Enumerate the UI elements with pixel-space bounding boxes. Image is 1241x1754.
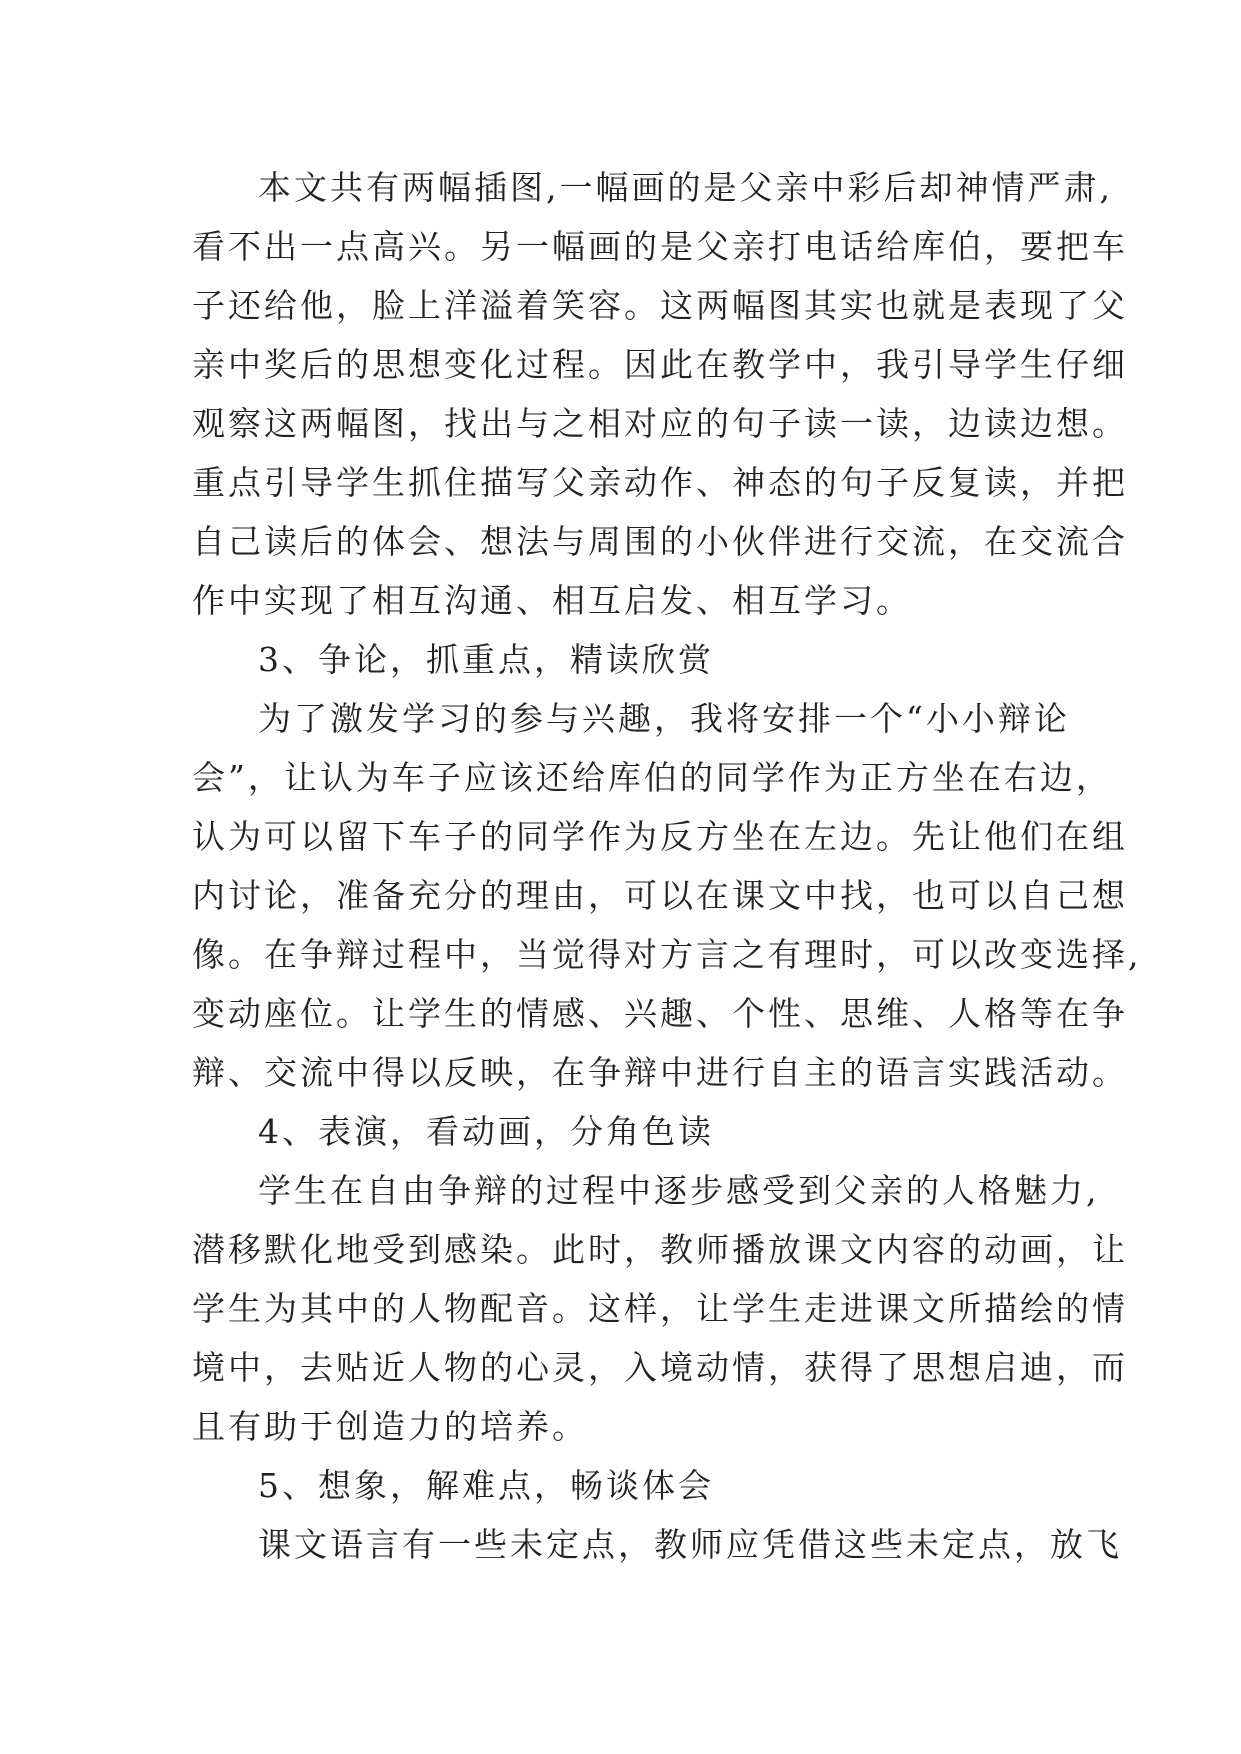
text-line: 自己读后的体会、想法与周围的小伙伴进行交流，在交流合: [192, 522, 1128, 561]
section-heading: 4、表演，看动画，分角色读: [258, 1112, 714, 1151]
text-line: 本文共有两幅插图,一幅画的是父亲中彩后却神情严肃,: [258, 168, 1113, 207]
section-heading: 5、想象，解难点，畅谈体会: [258, 1466, 714, 1505]
text-line: 作中实现了相互沟通、相互启发、相互学习。: [192, 581, 912, 620]
text-line: 境中，去贴近人物的心灵，入境动情，获得了思想启迪，而: [192, 1348, 1128, 1387]
text-line: 变动座位。让学生的情感、兴趣、个性、思维、人格等在争: [192, 994, 1128, 1033]
text-line: 亲中奖后的思想变化过程。因此在教学中，我引导学生仔细: [192, 345, 1128, 384]
text-line: 学生为其中的人物配音。这样，让学生走进课文所描绘的情: [192, 1289, 1128, 1328]
text-line: 观察这两幅图，找出与之相对应的句子读一读，边读边想。: [192, 404, 1128, 443]
text-line: 为了激发学习的参与兴趣，我将安排一个“小小辩论: [258, 699, 1070, 738]
text-line: 内讨论，准备充分的理由，可以在课文中找，也可以自己想: [192, 876, 1128, 915]
text-line: 且有助于创造力的培养。: [192, 1407, 588, 1446]
text-line: 看不出一点高兴。另一幅画的是父亲打电话给库伯，要把车: [192, 227, 1128, 266]
text-line: 课文语言有一些未定点，教师应凭借这些未定点，放飞: [258, 1525, 1122, 1564]
text-line: 像。在争辩过程中，当觉得对方言之有理时，可以改变选择,: [192, 935, 1142, 974]
text-line: 子还给他，脸上洋溢着笑容。这两幅图其实也就是表现了父: [192, 286, 1128, 325]
text-line: 重点引导学生抓住描写父亲动作、神态的句子反复读，并把: [192, 463, 1128, 502]
text-line: 辩、交流中得以反映，在争辩中进行自主的语言实践活动。: [192, 1053, 1128, 1092]
document-body: [192, 158, 1142, 1574]
text-line: 潜移默化地受到感染。此时，教师播放课文内容的动画，让: [192, 1230, 1128, 1269]
text-line: 认为可以留下车子的同学作为反方坐在左边。先让他们在组: [192, 817, 1128, 856]
text-line: 学生在自由争辩的过程中逐步感受到父亲的人格魅力,: [258, 1171, 1100, 1210]
section-heading: 3、争论，抓重点，精读欣赏: [258, 640, 714, 679]
text-line: 会”，让认为车子应该还给库伯的同学作为正方坐在右边，: [192, 758, 1112, 797]
